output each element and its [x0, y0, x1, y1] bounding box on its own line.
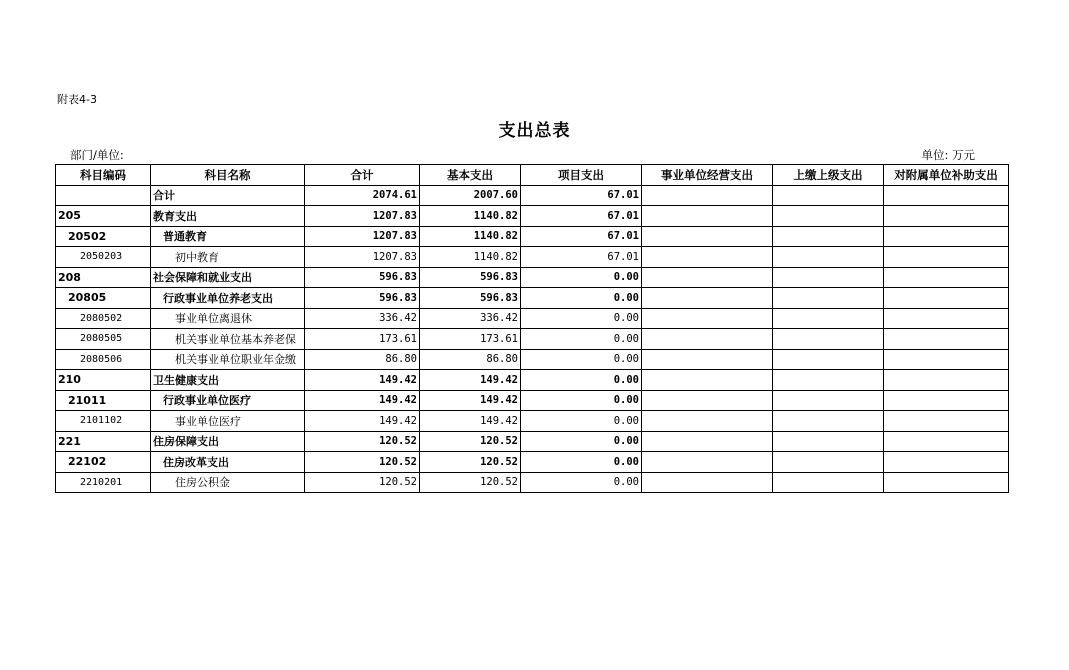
- row-total: 149.42: [305, 370, 420, 391]
- row-operating: [642, 349, 773, 370]
- row-name: 住房改革支出: [151, 452, 305, 473]
- row-subsidy: [884, 185, 1009, 206]
- row-basic: 149.42: [420, 411, 521, 432]
- row-remit: [773, 267, 884, 288]
- row-code: 2080505: [56, 329, 151, 350]
- row-remit: [773, 431, 884, 452]
- row-subsidy: [884, 226, 1009, 247]
- row-remit: [773, 247, 884, 268]
- row-basic: 1140.82: [420, 247, 521, 268]
- table-row: [56, 226, 1009, 247]
- row-code: 20805: [56, 288, 151, 309]
- row-basic: 120.52: [420, 472, 521, 493]
- row-code: 208: [56, 267, 151, 288]
- row-subsidy: [884, 472, 1009, 493]
- row-subsidy: [884, 390, 1009, 411]
- row-subsidy: [884, 411, 1009, 432]
- table-row: [56, 206, 1009, 227]
- row-operating: [642, 288, 773, 309]
- table-row: [56, 247, 1009, 268]
- row-remit: [773, 308, 884, 329]
- row-name: 合计: [151, 185, 305, 206]
- row-subsidy: [884, 247, 1009, 268]
- row-code: 2050203: [56, 247, 151, 268]
- row-basic: 86.80: [420, 349, 521, 370]
- row-code: 210: [56, 370, 151, 391]
- row-name: 卫生健康支出: [151, 370, 305, 391]
- row-basic: 596.83: [420, 267, 521, 288]
- table-row: [56, 390, 1009, 411]
- row-total: 1207.83: [305, 226, 420, 247]
- row-code: [56, 185, 151, 206]
- row-project: 0.00: [521, 431, 642, 452]
- row-total: 120.52: [305, 452, 420, 473]
- row-subsidy: [884, 329, 1009, 350]
- row-total: 336.42: [305, 308, 420, 329]
- row-total: 120.52: [305, 431, 420, 452]
- row-name: 初中教育: [151, 247, 305, 268]
- table-row: [56, 349, 1009, 370]
- row-operating: [642, 452, 773, 473]
- expenditure-table: [55, 164, 1009, 493]
- row-remit: [773, 390, 884, 411]
- row-operating: [642, 411, 773, 432]
- row-remit: [773, 185, 884, 206]
- row-basic: 173.61: [420, 329, 521, 350]
- row-operating: [642, 247, 773, 268]
- row-code: 20502: [56, 226, 151, 247]
- row-total: 86.80: [305, 349, 420, 370]
- row-project: 0.00: [521, 288, 642, 309]
- row-subsidy: [884, 308, 1009, 329]
- attachment-label: 附表4-3: [57, 93, 97, 106]
- row-remit: [773, 349, 884, 370]
- table-row: [56, 267, 1009, 288]
- row-project: 0.00: [521, 308, 642, 329]
- row-remit: [773, 288, 884, 309]
- row-project: 0.00: [521, 390, 642, 411]
- row-basic: 120.52: [420, 431, 521, 452]
- header-project: 项目支出: [521, 165, 642, 186]
- row-subsidy: [884, 452, 1009, 473]
- row-subsidy: [884, 370, 1009, 391]
- row-operating: [642, 185, 773, 206]
- row-remit: [773, 472, 884, 493]
- row-project: 0.00: [521, 452, 642, 473]
- row-code: 221: [56, 431, 151, 452]
- row-operating: [642, 308, 773, 329]
- header-operating: 事业单位经营支出: [642, 165, 773, 186]
- row-remit: [773, 452, 884, 473]
- row-basic: 1140.82: [420, 206, 521, 227]
- table-row: [56, 329, 1009, 350]
- row-name: 行政事业单位医疗: [151, 390, 305, 411]
- row-remit: [773, 370, 884, 391]
- row-name: 普通教育: [151, 226, 305, 247]
- row-subsidy: [884, 206, 1009, 227]
- row-project: 67.01: [521, 247, 642, 268]
- row-name: 行政事业单位养老支出: [151, 288, 305, 309]
- row-name: 社会保障和就业支出: [151, 267, 305, 288]
- row-name: 机关事业单位基本养老保: [151, 329, 305, 350]
- row-basic: 2007.60: [420, 185, 521, 206]
- header-remit: 上缴上级支出: [773, 165, 884, 186]
- row-basic: 596.83: [420, 288, 521, 309]
- row-project: 0.00: [521, 472, 642, 493]
- row-operating: [642, 472, 773, 493]
- row-code: 2101102: [56, 411, 151, 432]
- row-remit: [773, 206, 884, 227]
- row-code: 205: [56, 206, 151, 227]
- row-name: 事业单位医疗: [151, 411, 305, 432]
- table-row: [56, 185, 1009, 206]
- row-remit: [773, 226, 884, 247]
- row-name: 教育支出: [151, 206, 305, 227]
- row-project: 0.00: [521, 411, 642, 432]
- row-code: 2210201: [56, 472, 151, 493]
- row-total: 120.52: [305, 472, 420, 493]
- row-name: 机关事业单位职业年金缴: [151, 349, 305, 370]
- row-basic: 1140.82: [420, 226, 521, 247]
- table-row: [56, 370, 1009, 391]
- row-code: 21011: [56, 390, 151, 411]
- row-basic: 336.42: [420, 308, 521, 329]
- row-name: 住房公积金: [151, 472, 305, 493]
- row-project: 0.00: [521, 267, 642, 288]
- table-row: [56, 431, 1009, 452]
- row-operating: [642, 329, 773, 350]
- row-code: 22102: [56, 452, 151, 473]
- row-project: 67.01: [521, 206, 642, 227]
- row-total: 1207.83: [305, 206, 420, 227]
- row-total: 596.83: [305, 267, 420, 288]
- row-operating: [642, 206, 773, 227]
- row-operating: [642, 370, 773, 391]
- row-basic: 149.42: [420, 390, 521, 411]
- header-total: 合计: [305, 165, 420, 186]
- row-name: 事业单位离退休: [151, 308, 305, 329]
- row-project: 0.00: [521, 329, 642, 350]
- table-row: [56, 472, 1009, 493]
- row-subsidy: [884, 431, 1009, 452]
- table-row: [56, 411, 1009, 432]
- row-operating: [642, 267, 773, 288]
- row-project: 0.00: [521, 349, 642, 370]
- unit-label: 单位: 万元: [921, 148, 975, 162]
- table-row: [56, 308, 1009, 329]
- row-basic: 149.42: [420, 370, 521, 391]
- row-total: 173.61: [305, 329, 420, 350]
- table-row: [56, 288, 1009, 309]
- row-operating: [642, 226, 773, 247]
- header-name: 科目名称: [151, 165, 305, 186]
- row-project: 67.01: [521, 185, 642, 206]
- header-subsidy: 对附属单位补助支出: [884, 165, 1009, 186]
- page-title: 支出总表: [498, 121, 571, 141]
- row-name: 住房保障支出: [151, 431, 305, 452]
- row-basic: 120.52: [420, 452, 521, 473]
- row-project: 0.00: [521, 370, 642, 391]
- row-remit: [773, 329, 884, 350]
- table-row: [56, 452, 1009, 473]
- row-project: 67.01: [521, 226, 642, 247]
- row-total: 1207.83: [305, 247, 420, 268]
- row-remit: [773, 411, 884, 432]
- row-subsidy: [884, 267, 1009, 288]
- row-subsidy: [884, 349, 1009, 370]
- row-total: 596.83: [305, 288, 420, 309]
- row-code: 2080506: [56, 349, 151, 370]
- row-total: 149.42: [305, 411, 420, 432]
- header-code: 科目编码: [56, 165, 151, 186]
- row-operating: [642, 431, 773, 452]
- row-total: 2074.61: [305, 185, 420, 206]
- header-basic: 基本支出: [420, 165, 521, 186]
- row-total: 149.42: [305, 390, 420, 411]
- table-header-row: [56, 165, 1009, 186]
- department-label: 部门/单位:: [70, 148, 124, 162]
- row-code: 2080502: [56, 308, 151, 329]
- row-subsidy: [884, 288, 1009, 309]
- row-operating: [642, 390, 773, 411]
